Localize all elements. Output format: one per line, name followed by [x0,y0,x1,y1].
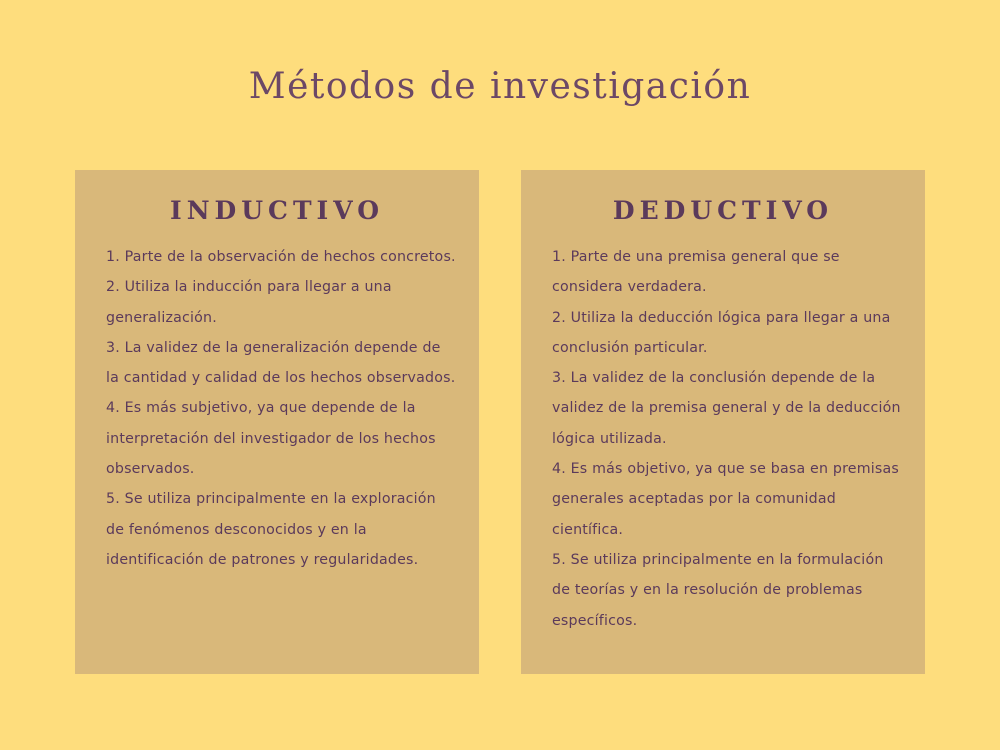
inductive-item: 2. Utiliza la inducción para llegar a una generalización. [106,279,392,326]
deductive-heading: DEDUCTIVO [612,196,834,225]
deductive-item: 1. Parte de una premisa general que se considera verdadera. [552,249,840,296]
inductive-list [106,242,456,575]
deductive-item: 3. La validez de la conclusión depende de la validez de la premisa general y de la deducción lógica utilizada. [552,370,901,447]
inductive-card [75,170,479,674]
inductive-item: 3. La validez de la generalización depende de la cantidad y calidad de los hechos observados. [106,339,456,387]
inductive-item: 4. Es más subjetivo, ya que depende de la interpretación del investigador de los hechos observados. [106,400,436,478]
deductive-item: 5. Se utiliza principalmente en la formulación de teorías y en la resolución de problemas específicos. [552,551,884,629]
inductive-item: 1. Parte de la observación de hechos concretos. [106,249,456,265]
deductive-list [552,242,902,636]
deductive-card [521,170,925,674]
inductive-heading: INDUCTIVO [170,196,384,225]
deductive-item: 4. Es más objetivo, ya que se basa en premisas generales aceptadas por la comunidad científica. [552,461,899,538]
inductive-item: 5. Se utiliza principalmente en la exploración de fenómenos desconocidos y en la identificación de patrones y regularidades. [106,491,436,568]
page-title: Métodos de investigación [248,66,752,107]
deductive-item: 2. Utiliza la deducción lógica para llegar a una conclusión particular. [552,309,891,356]
